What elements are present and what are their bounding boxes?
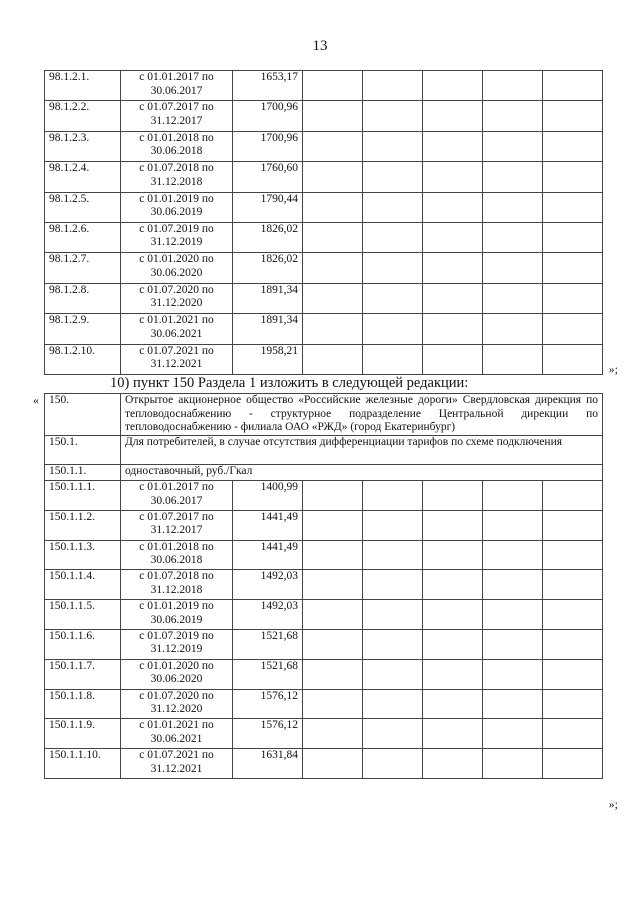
row-code: 150.1.1. bbox=[45, 465, 121, 481]
table-row bbox=[45, 689, 603, 719]
empty-cell bbox=[423, 101, 483, 131]
period-start: с 01.01.2019 по bbox=[139, 192, 214, 205]
empty-cell bbox=[543, 222, 603, 252]
empty-cell bbox=[423, 192, 483, 222]
empty-cell bbox=[483, 719, 543, 749]
period-cell bbox=[121, 510, 233, 540]
period-start: с 01.01.2017 по bbox=[139, 481, 214, 493]
table-row bbox=[45, 253, 603, 283]
table-row bbox=[45, 749, 603, 779]
empty-cell bbox=[363, 101, 423, 131]
period-end: 30.06.2020 bbox=[150, 673, 203, 686]
empty-cell bbox=[543, 314, 603, 344]
empty-cell bbox=[483, 749, 543, 779]
empty-cell bbox=[303, 629, 363, 659]
empty-cell bbox=[363, 131, 423, 161]
empty-cell bbox=[423, 659, 483, 689]
empty-cell bbox=[543, 253, 603, 283]
tariff-value: 1631,84 bbox=[233, 749, 303, 779]
empty-cell bbox=[543, 131, 603, 161]
empty-cell bbox=[363, 283, 423, 313]
tariff-value: 1958,21 bbox=[233, 344, 303, 374]
tariff-value: 1441,49 bbox=[233, 510, 303, 540]
empty-cell bbox=[303, 510, 363, 540]
empty-cell bbox=[483, 600, 543, 630]
row-code: 150.1.1.3. bbox=[45, 540, 121, 570]
empty-cell bbox=[363, 162, 423, 192]
empty-cell bbox=[543, 101, 603, 131]
table-row bbox=[45, 570, 603, 600]
empty-cell bbox=[303, 600, 363, 630]
empty-cell bbox=[543, 481, 603, 511]
row-code: 150.1.1.5. bbox=[45, 600, 121, 630]
empty-cell bbox=[363, 689, 423, 719]
table-row bbox=[45, 131, 603, 161]
period-end: 31.12.2018 bbox=[150, 583, 203, 596]
empty-cell bbox=[363, 570, 423, 600]
empty-cell bbox=[543, 540, 603, 570]
period-start: с 01.01.2017 по bbox=[139, 71, 214, 83]
period-cell bbox=[121, 222, 233, 252]
empty-cell bbox=[303, 192, 363, 222]
row-code: 98.1.2.2. bbox=[45, 101, 121, 131]
row-code: 150.1.1.10. bbox=[45, 749, 121, 779]
period-start: с 01.07.2019 по bbox=[139, 629, 214, 642]
period-start: с 01.01.2019 по bbox=[139, 600, 214, 613]
period-start: с 01.07.2018 по bbox=[139, 570, 214, 583]
empty-cell bbox=[483, 629, 543, 659]
empty-cell bbox=[423, 510, 483, 540]
period-cell bbox=[121, 629, 233, 659]
period-end: 31.12.2020 bbox=[150, 703, 203, 716]
row-code: 150.1.1.4. bbox=[45, 570, 121, 600]
period-end: 30.06.2021 bbox=[150, 732, 203, 745]
empty-cell bbox=[423, 222, 483, 252]
period-start: с 01.01.2020 по bbox=[139, 253, 214, 266]
table-row bbox=[45, 101, 603, 131]
empty-cell bbox=[363, 314, 423, 344]
tariff-value: 1826,02 bbox=[233, 222, 303, 252]
tariff-value: 1700,96 bbox=[233, 101, 303, 131]
empty-cell bbox=[363, 540, 423, 570]
empty-cell bbox=[423, 131, 483, 161]
empty-cell bbox=[363, 629, 423, 659]
period-cell bbox=[121, 192, 233, 222]
tariff-value: 1891,34 bbox=[233, 283, 303, 313]
empty-cell bbox=[363, 71, 423, 101]
row-code: 150.1.1.8. bbox=[45, 689, 121, 719]
table-row bbox=[45, 283, 603, 313]
tariff-value: 1521,68 bbox=[233, 629, 303, 659]
period-start: с 01.07.2017 по bbox=[139, 510, 214, 523]
period-start: с 01.01.2021 по bbox=[139, 719, 214, 732]
empty-cell bbox=[303, 314, 363, 344]
empty-cell bbox=[483, 222, 543, 252]
table-row bbox=[45, 71, 603, 101]
period-cell bbox=[121, 719, 233, 749]
table-row bbox=[45, 314, 603, 344]
empty-cell bbox=[423, 283, 483, 313]
tariff-value: 1400,99 bbox=[233, 481, 303, 511]
table-row bbox=[45, 719, 603, 749]
closing-quote: »; bbox=[608, 797, 618, 811]
empty-cell bbox=[303, 283, 363, 313]
empty-cell bbox=[423, 481, 483, 511]
empty-cell bbox=[423, 719, 483, 749]
empty-cell bbox=[483, 570, 543, 600]
row-code: 150.1.1.7. bbox=[45, 659, 121, 689]
consumer-group: Для потребителей, в случае отсутствия дифференциации тарифов по схеме подключения bbox=[121, 436, 603, 465]
empty-cell bbox=[303, 253, 363, 283]
empty-cell bbox=[423, 629, 483, 659]
empty-cell bbox=[423, 344, 483, 374]
row-code: 150.1.1.2. bbox=[45, 510, 121, 540]
period-end: 31.12.2017 bbox=[150, 524, 203, 537]
tariff-value: 1492,03 bbox=[233, 570, 303, 600]
empty-cell bbox=[483, 481, 543, 511]
period-end: 30.06.2019 bbox=[150, 206, 203, 219]
period-cell bbox=[121, 131, 233, 161]
row-code: 150.1. bbox=[45, 436, 121, 465]
empty-cell bbox=[303, 101, 363, 131]
period-end: 30.06.2017 bbox=[150, 494, 203, 507]
row-code: 98.1.2.5. bbox=[45, 192, 121, 222]
empty-cell bbox=[483, 510, 543, 540]
empty-cell bbox=[483, 253, 543, 283]
table-row bbox=[45, 192, 603, 222]
period-cell bbox=[121, 162, 233, 192]
empty-cell bbox=[423, 253, 483, 283]
table-row bbox=[45, 659, 603, 689]
period-cell bbox=[121, 283, 233, 313]
tariff-value: 1441,49 bbox=[233, 540, 303, 570]
row-code: 98.1.2.10. bbox=[45, 344, 121, 374]
empty-cell bbox=[303, 540, 363, 570]
row-code: 150.1.1.9. bbox=[45, 719, 121, 749]
row-code: 98.1.2.6. bbox=[45, 222, 121, 252]
period-start: с 01.07.2021 по bbox=[139, 749, 214, 762]
table-row bbox=[45, 344, 603, 374]
period-start: с 01.01.2018 по bbox=[139, 131, 214, 144]
empty-cell bbox=[543, 344, 603, 374]
empty-cell bbox=[543, 162, 603, 192]
table-row bbox=[45, 600, 603, 630]
period-cell bbox=[121, 481, 233, 511]
period-end: 31.12.2019 bbox=[150, 643, 203, 656]
empty-cell bbox=[423, 689, 483, 719]
table-row bbox=[45, 540, 603, 570]
row-code: 98.1.2.4. bbox=[45, 162, 121, 192]
empty-cell bbox=[303, 71, 363, 101]
empty-cell bbox=[483, 162, 543, 192]
row-code: 98.1.2.8. bbox=[45, 283, 121, 313]
empty-cell bbox=[543, 510, 603, 540]
period-end: 31.12.2019 bbox=[150, 236, 203, 249]
tariff-value: 1891,34 bbox=[233, 314, 303, 344]
empty-cell bbox=[363, 481, 423, 511]
empty-cell bbox=[423, 540, 483, 570]
empty-cell bbox=[483, 314, 543, 344]
empty-cell bbox=[543, 659, 603, 689]
tariff-value: 1492,03 bbox=[233, 600, 303, 630]
tariff-value: 1760,60 bbox=[233, 162, 303, 192]
period-cell bbox=[121, 253, 233, 283]
table-row bbox=[45, 510, 603, 540]
table-row bbox=[45, 481, 603, 511]
period-start: с 01.07.2018 по bbox=[139, 162, 214, 175]
empty-cell bbox=[423, 749, 483, 779]
empty-cell bbox=[303, 689, 363, 719]
row-code: 150. bbox=[45, 394, 121, 436]
period-cell bbox=[121, 749, 233, 779]
organization-name: Открытое акционерное общество «Российские железные дороги» Свердловская дирекция по тепловодоснабжению - структурное подразделение Центральной дирекции по тепловодоснабжению - филиала ОАО «РЖД» (город Екатеринбург) bbox=[121, 394, 603, 436]
empty-cell bbox=[483, 192, 543, 222]
period-end: 31.12.2020 bbox=[150, 297, 203, 310]
table-row bbox=[45, 394, 603, 436]
empty-cell bbox=[303, 570, 363, 600]
empty-cell bbox=[303, 481, 363, 511]
table-row bbox=[45, 162, 603, 192]
row-code: 150.1.1.6. bbox=[45, 629, 121, 659]
empty-cell bbox=[423, 570, 483, 600]
empty-cell bbox=[543, 600, 603, 630]
tariff-value: 1576,12 bbox=[233, 719, 303, 749]
row-code: 98.1.2.3. bbox=[45, 131, 121, 161]
empty-cell bbox=[363, 659, 423, 689]
empty-cell bbox=[483, 689, 543, 719]
empty-cell bbox=[363, 749, 423, 779]
period-end: 30.06.2018 bbox=[150, 554, 203, 567]
empty-cell bbox=[303, 131, 363, 161]
tariff-table-98 bbox=[44, 70, 603, 375]
empty-cell bbox=[363, 222, 423, 252]
period-start: с 01.07.2020 по bbox=[139, 283, 214, 296]
period-cell bbox=[121, 540, 233, 570]
period-end: 30.06.2019 bbox=[150, 613, 203, 626]
row-code: 150.1.1.1. bbox=[45, 481, 121, 511]
empty-cell bbox=[423, 71, 483, 101]
empty-cell bbox=[543, 71, 603, 101]
tariff-value: 1576,12 bbox=[233, 689, 303, 719]
period-end: 31.12.2021 bbox=[150, 762, 203, 775]
empty-cell bbox=[483, 283, 543, 313]
empty-cell bbox=[303, 344, 363, 374]
empty-cell bbox=[303, 162, 363, 192]
period-cell bbox=[121, 570, 233, 600]
empty-cell bbox=[363, 253, 423, 283]
tariff-value: 1653,17 bbox=[233, 71, 303, 101]
period-cell bbox=[121, 689, 233, 719]
row-code: 98.1.2.7. bbox=[45, 253, 121, 283]
period-cell bbox=[121, 659, 233, 689]
empty-cell bbox=[543, 749, 603, 779]
empty-cell bbox=[303, 659, 363, 689]
row-code: 98.1.2.1. bbox=[45, 71, 121, 101]
period-end: 31.12.2018 bbox=[150, 175, 203, 188]
table-row bbox=[45, 465, 603, 481]
period-cell bbox=[121, 71, 233, 101]
empty-cell bbox=[483, 540, 543, 570]
period-start: с 01.01.2020 по bbox=[139, 659, 214, 672]
period-start: с 01.01.2021 по bbox=[139, 314, 214, 327]
period-start: с 01.07.2021 по bbox=[139, 344, 214, 357]
period-end: 30.06.2017 bbox=[150, 84, 203, 97]
empty-cell bbox=[483, 659, 543, 689]
empty-cell bbox=[543, 689, 603, 719]
row-code: 98.1.2.9. bbox=[45, 314, 121, 344]
empty-cell bbox=[423, 162, 483, 192]
empty-cell bbox=[483, 131, 543, 161]
period-start: с 01.07.2020 по bbox=[139, 689, 214, 702]
table-row bbox=[45, 629, 603, 659]
empty-cell bbox=[483, 344, 543, 374]
closing-quote: »; bbox=[608, 362, 618, 376]
tariff-value: 1700,96 bbox=[233, 131, 303, 161]
empty-cell bbox=[363, 192, 423, 222]
empty-cell bbox=[363, 510, 423, 540]
tariff-type: одноставочный, руб./Гкал bbox=[121, 465, 603, 481]
period-end: 30.06.2018 bbox=[150, 145, 203, 158]
period-start: с 01.07.2019 по bbox=[139, 222, 214, 235]
empty-cell bbox=[363, 600, 423, 630]
period-cell bbox=[121, 101, 233, 131]
empty-cell bbox=[303, 749, 363, 779]
empty-cell bbox=[543, 719, 603, 749]
table-row bbox=[45, 436, 603, 465]
empty-cell bbox=[543, 570, 603, 600]
empty-cell bbox=[543, 629, 603, 659]
table-row bbox=[45, 222, 603, 252]
opening-quote: « bbox=[33, 393, 39, 407]
empty-cell bbox=[303, 222, 363, 252]
empty-cell bbox=[423, 314, 483, 344]
page-number: 13 bbox=[312, 38, 328, 54]
empty-cell bbox=[483, 101, 543, 131]
period-start: с 01.07.2017 по bbox=[139, 101, 214, 114]
period-end: 31.12.2021 bbox=[150, 358, 203, 371]
empty-cell bbox=[303, 719, 363, 749]
period-cell bbox=[121, 344, 233, 374]
period-end: 30.06.2020 bbox=[150, 266, 203, 279]
empty-cell bbox=[363, 719, 423, 749]
period-end: 31.12.2017 bbox=[150, 114, 203, 127]
amendment-instruction: 10) пункт 150 Раздела 1 изложить в следующей редакции: bbox=[110, 375, 469, 391]
period-end: 30.06.2021 bbox=[150, 327, 203, 340]
empty-cell bbox=[483, 71, 543, 101]
period-cell bbox=[121, 600, 233, 630]
period-cell bbox=[121, 314, 233, 344]
period-start: с 01.01.2018 по bbox=[139, 540, 214, 553]
tariff-value: 1790,44 bbox=[233, 192, 303, 222]
tariff-value: 1521,68 bbox=[233, 659, 303, 689]
empty-cell bbox=[363, 344, 423, 374]
tariff-table-150 bbox=[44, 393, 603, 779]
empty-cell bbox=[543, 283, 603, 313]
tariff-value: 1826,02 bbox=[233, 253, 303, 283]
empty-cell bbox=[423, 600, 483, 630]
empty-cell bbox=[543, 192, 603, 222]
